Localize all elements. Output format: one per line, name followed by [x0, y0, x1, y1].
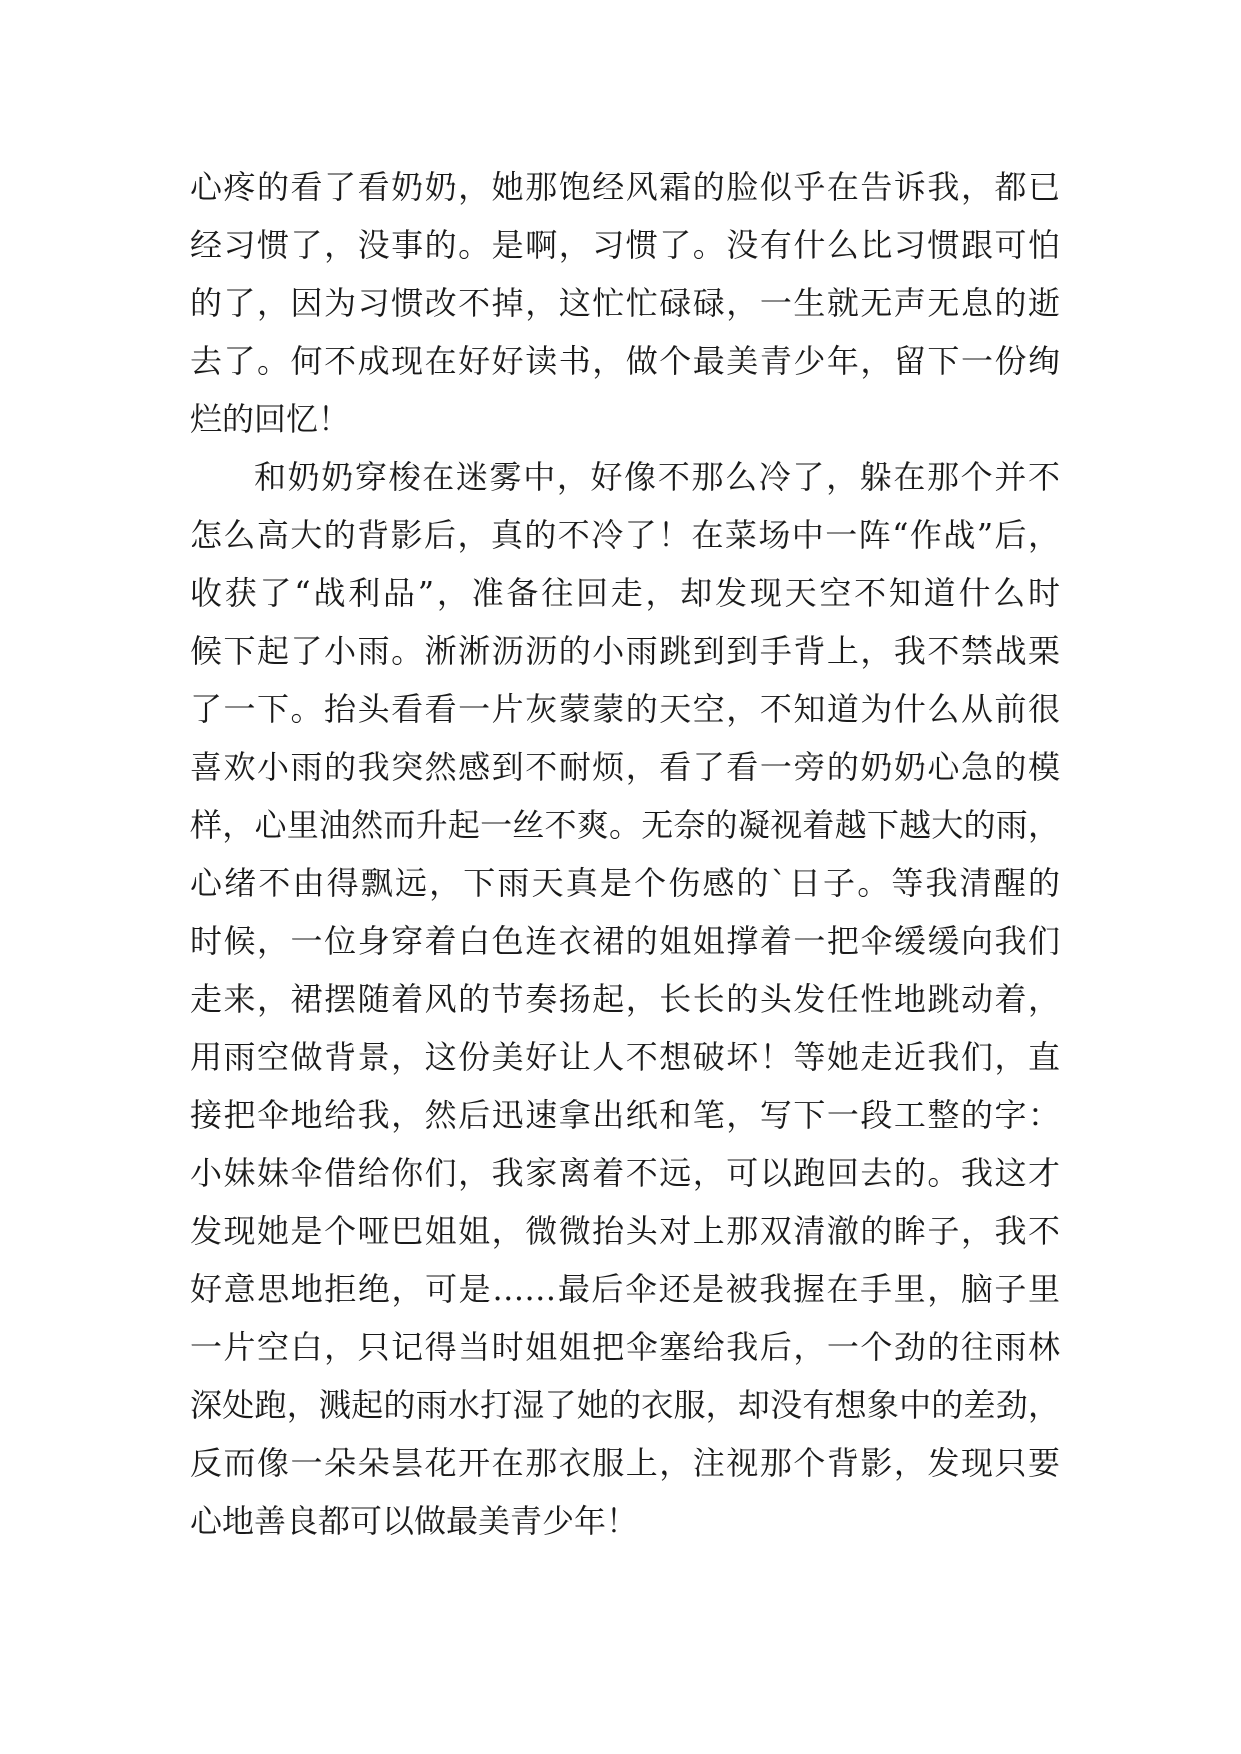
text-line: 好意思地拒绝，可是……最后伞还是被我握在手里，脑子里: [190, 1270, 1060, 1308]
text-line: 烂的回忆！: [190, 400, 351, 438]
text-line: 怎么高大的背影后，真的不冷了！在菜场中一阵“作战”后，: [190, 516, 1060, 554]
text-line: 用雨空做背景，这份美好让人不想破坏！等她走近我们，直: [190, 1038, 1060, 1076]
text-line: 反而像一朵朵昙花开在那衣服上，注视那个背影，发现只要: [190, 1444, 1060, 1482]
text-line: 喜欢小雨的我突然感到不耐烦，看了看一旁的奶奶心急的模: [190, 748, 1060, 786]
text-line: 接把伞地给我，然后迅速拿出纸和笔，写下一段工整的字：: [190, 1096, 1060, 1134]
paragraph-1: [190, 158, 1060, 448]
text-line: 候下起了小雨。淅淅沥沥的小雨跳到到手背上，我不禁战栗: [190, 632, 1060, 670]
text-line: 的了，因为习惯改不掉，这忙忙碌碌，一生就无声无息的逝: [190, 284, 1060, 322]
text-line: 收获了“战利品”，准备往回走，却发现天空不知道什么时: [190, 574, 1060, 612]
text-line: 去了。何不成现在好好读书，做个最美青少年，留下一份绚: [190, 342, 1060, 380]
document-body: [190, 158, 1060, 1550]
text-line: 心绪不由得飘远，下雨天真是个伤感的`日子。等我清醒的: [190, 864, 1060, 902]
text-line: 样，心里油然而升起一丝不爽。无奈的凝视着越下越大的雨，: [190, 806, 1060, 844]
text-line: 小妹妹伞借给你们，我家离着不远，可以跑回去的。我这才: [190, 1154, 1060, 1192]
text-line: 心疼的看了看奶奶，她那饱经风霜的脸似乎在告诉我，都已: [190, 168, 1060, 206]
text-line: 一片空白，只记得当时姐姐把伞塞给我后，一个劲的往雨林: [190, 1328, 1060, 1366]
text-line: 深处跑，溅起的雨水打湿了她的衣服，却没有想象中的差劲，: [190, 1386, 1060, 1424]
text-line: 了一下。抬头看看一片灰蒙蒙的天空，不知道为什么从前很: [190, 690, 1060, 728]
text-line: 时候，一位身穿着白色连衣裙的姐姐撑着一把伞缓缓向我们: [190, 922, 1060, 960]
paragraph-2: [190, 448, 1060, 1550]
text-line: 和奶奶穿梭在迷雾中，好像不那么冷了，躲在那个并不: [254, 458, 1060, 496]
text-line: 走来，裙摆随着风的节奏扬起，长长的头发任性地跳动着，: [190, 980, 1060, 1018]
text-line: 发现她是个哑巴姐姐，微微抬头对上那双清澈的眸子，我不: [190, 1212, 1060, 1250]
text-line: 心地善良都可以做最美青少年！: [190, 1502, 639, 1540]
text-line: 经习惯了，没事的。是啊，习惯了。没有什么比习惯跟可怕: [190, 226, 1060, 264]
